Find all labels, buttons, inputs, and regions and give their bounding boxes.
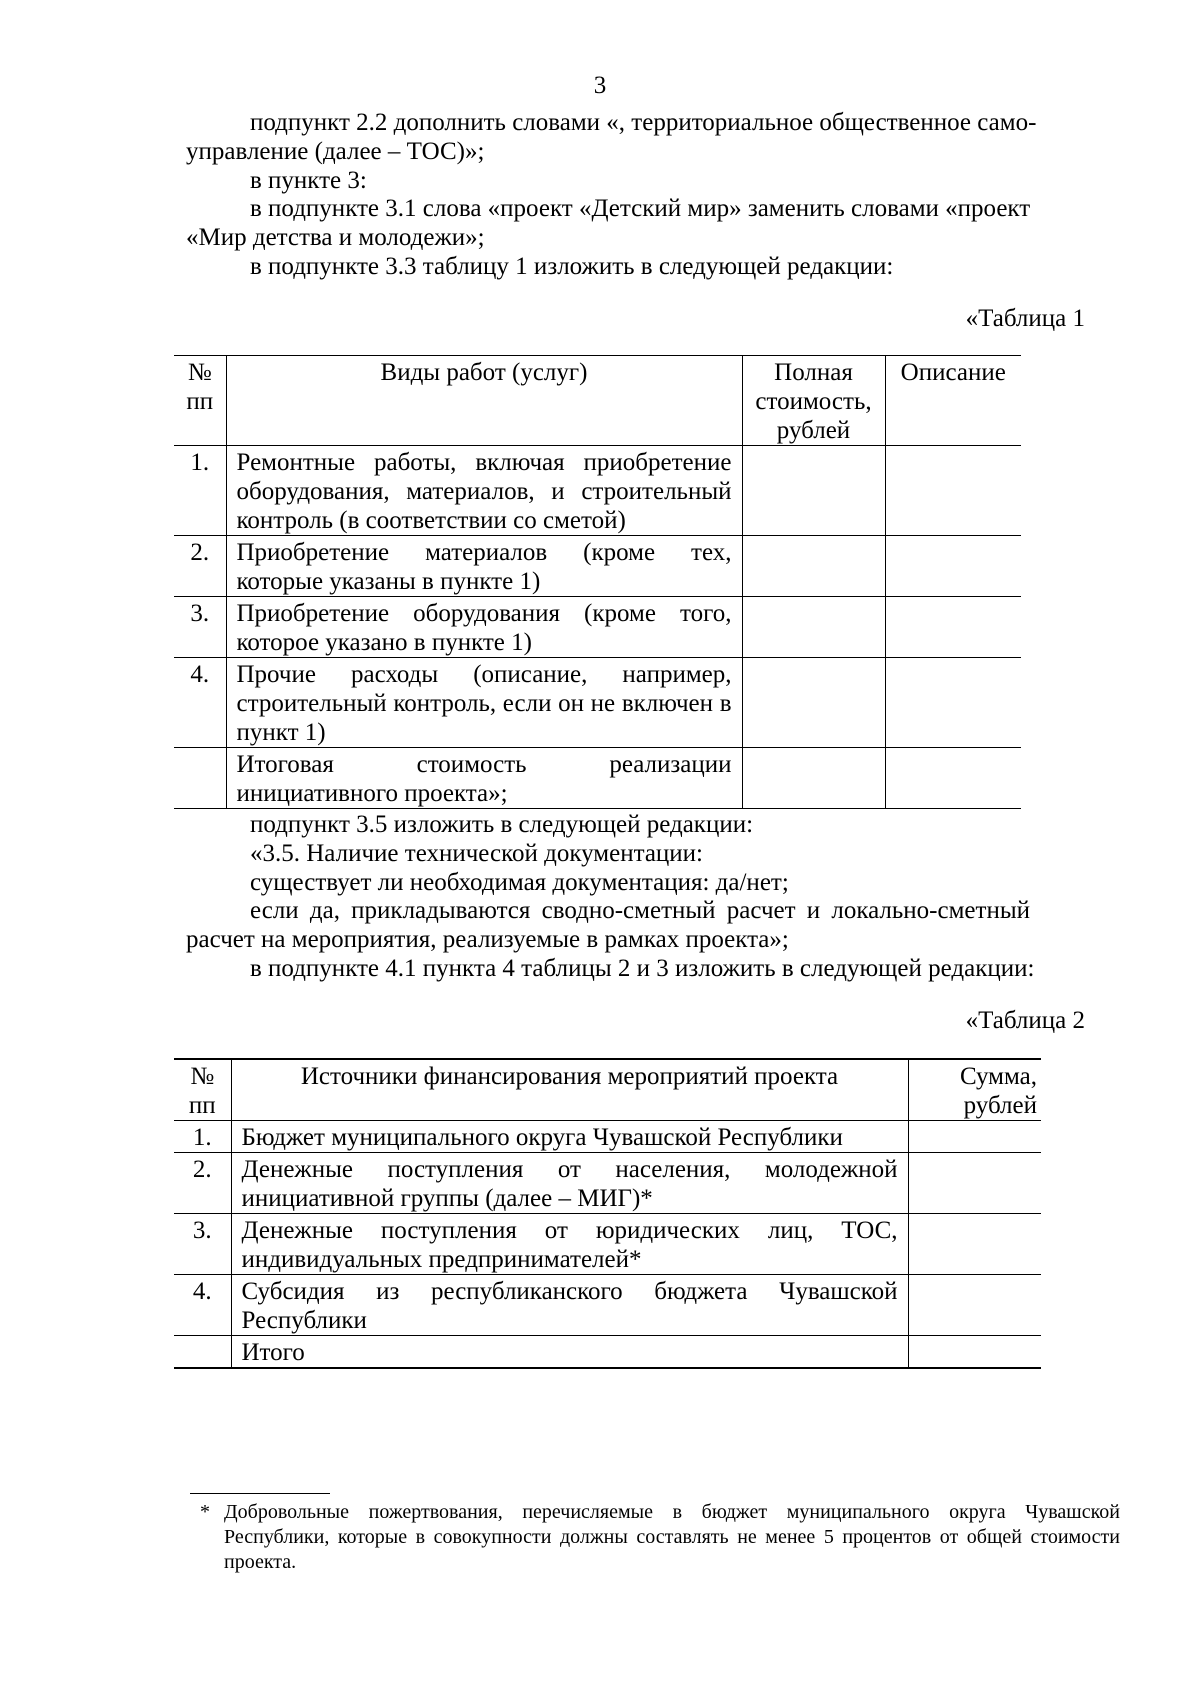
row-number: 4. — [174, 1275, 231, 1336]
table-row — [174, 1153, 1041, 1214]
row-text: Приобретение оборудования (кроме того, которое указано в пункте 1) — [226, 597, 742, 658]
row-text: Прочие расходы (описание, например, строительный контроль, если он не включен в пункт 1) — [226, 658, 742, 748]
table2-caption: «Таблица 2 — [965, 1007, 1085, 1034]
row-number — [174, 748, 226, 809]
row-text: Итоговая стоимость реализации инициативного проекта»; — [226, 748, 742, 809]
footnote-separator — [190, 1493, 330, 1494]
row-sum — [908, 1153, 1041, 1214]
paragraph-docs-attached-line1: если да, прикладываются сводно-сметный расчет и локально-сметный — [250, 897, 1030, 924]
row-cost — [742, 748, 885, 809]
table2-header-sum: Сумма, рублей — [908, 1059, 1041, 1121]
table1-header-description: Описание — [885, 356, 1021, 446]
row-number: 3. — [174, 1214, 231, 1275]
table1-header-num: № пп — [174, 356, 226, 446]
page-number: 3 — [593, 72, 607, 99]
table1-header-works: Виды работ (услуг) — [226, 356, 742, 446]
table1-header-row — [174, 356, 1021, 446]
row-text: Бюджет муниципального округа Чувашской Республики — [231, 1121, 908, 1153]
table-row — [174, 748, 1021, 809]
table-row — [174, 1275, 1041, 1336]
row-text: Денежные поступления от юридических лиц, ТОС, индивидуальных предпринимателей* — [231, 1214, 908, 1275]
table-row — [174, 1214, 1041, 1275]
row-text: Денежные поступления от населения, молодежной инициативной группы (далее – МИГ)* — [231, 1153, 908, 1214]
row-description — [885, 597, 1021, 658]
paragraph-4-1: в подпункте 4.1 пункта 4 таблицы 2 и 3 изложить в следующей редакции: — [250, 955, 1035, 982]
table-row — [174, 446, 1021, 536]
paragraph-3-5: подпункт 3.5 изложить в следующей редакции: — [250, 811, 754, 838]
row-number: 3. — [174, 597, 226, 658]
footnote-text: Добровольные пожертвования, перечисляемые в бюджет муниципального округа Чувашской Республики, которые в совокупности должны составлять не менее 5 процентов от общей стоимости проекта. — [224, 1501, 1120, 1573]
paragraph-3-1-line1: в подпункте 3.1 слова «проект «Детский мир» заменить словами «проект — [250, 195, 1031, 222]
row-number: 1. — [174, 1121, 231, 1153]
table-row — [174, 658, 1021, 748]
row-cost — [742, 658, 885, 748]
paragraph-3-3: в подпункте 3.3 таблицу 1 изложить в следующей редакции: — [250, 253, 894, 280]
footnote — [200, 1500, 1120, 1575]
row-number: 2. — [174, 1153, 231, 1214]
paragraph-point-3: в пункте 3: — [250, 167, 367, 194]
row-text: Приобретение материалов (кроме тех, которые указаны в пункте 1) — [226, 536, 742, 597]
paragraph-3-5-title: «3.5. Наличие технической документации: — [250, 840, 704, 867]
row-text: Ремонтные работы, включая приобретение оборудования, материалов, и строительный контроль (в соответствии со сметой) — [226, 446, 742, 536]
row-cost — [742, 597, 885, 658]
paragraph-docs-exist: существует ли необходимая документация: да/нет; — [250, 869, 789, 896]
table-row — [174, 1336, 1041, 1369]
row-sum — [908, 1336, 1041, 1369]
table1-caption: «Таблица 1 — [965, 305, 1085, 332]
row-sum — [908, 1275, 1041, 1336]
table-row — [174, 1121, 1041, 1153]
paragraph-docs-attached-line2: расчет на мероприятия, реализуемые в рамках проекта»; — [186, 926, 789, 953]
row-number: 4. — [174, 658, 226, 748]
paragraph-2-2-line1: подпункт 2.2 дополнить словами «, территориальное общественное само- — [250, 109, 1037, 136]
row-description — [885, 536, 1021, 597]
row-text: Итого — [231, 1336, 908, 1369]
paragraph-2-2-line2: управление (далее – ТОС)»; — [186, 138, 485, 165]
row-number: 1. — [174, 446, 226, 536]
row-cost — [742, 446, 885, 536]
table1-header-cost: Полная стоимость, рублей — [742, 356, 885, 446]
paragraph-3-1-line2: «Мир детства и молодежи»; — [186, 224, 485, 251]
row-description — [885, 658, 1021, 748]
footnote-mark: * — [200, 1501, 210, 1523]
row-text: Субсидия из республиканского бюджета Чувашской Республики — [231, 1275, 908, 1336]
table-2 — [174, 1058, 1041, 1369]
row-description — [885, 446, 1021, 536]
row-number: 2. — [174, 536, 226, 597]
row-cost — [742, 536, 885, 597]
table2-header-num: № пп — [174, 1059, 231, 1121]
table-1 — [174, 355, 1021, 809]
row-sum — [908, 1214, 1041, 1275]
row-description — [885, 748, 1021, 809]
table2-header-row — [174, 1059, 1041, 1121]
row-number — [174, 1336, 231, 1369]
table2-header-sources: Источники финансирования мероприятий проекта — [231, 1059, 908, 1121]
table-row — [174, 536, 1021, 597]
table-row — [174, 597, 1021, 658]
row-sum — [908, 1121, 1041, 1153]
